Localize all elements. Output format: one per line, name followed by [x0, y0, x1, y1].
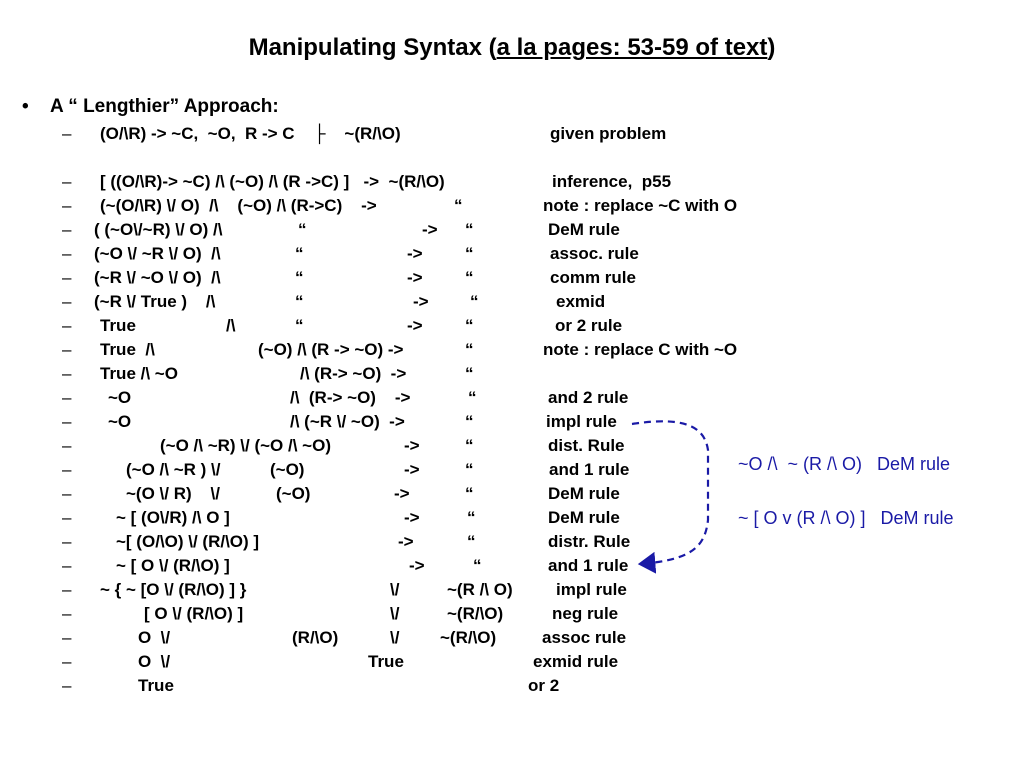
line-segment: ~(R/\O): [447, 604, 504, 623]
line-segment: True /\: [100, 340, 155, 359]
line-segment: ->: [404, 508, 420, 527]
line-segment: “: [295, 268, 304, 287]
line-segment: (~O) /\ (R -> ~O) ->: [258, 340, 404, 359]
line-segment: /\ (R-> ~O) ->: [290, 388, 411, 407]
line-segment: ->: [407, 244, 423, 263]
line-segment: “: [465, 316, 474, 335]
line-segment: “: [465, 340, 474, 359]
line-segment: “: [454, 196, 463, 215]
title-link-text: a la pages: 53-59 of text: [496, 34, 768, 61]
line-dash: –: [62, 268, 72, 287]
line-segment: assoc. rule: [550, 244, 639, 263]
line-dash: –: [62, 172, 72, 191]
line-dash: –: [62, 580, 72, 599]
line-segment: (R/\O): [292, 628, 339, 647]
line-segment: comm rule: [550, 268, 636, 287]
line-segment: \/: [390, 604, 400, 623]
line-segment: “: [465, 220, 474, 239]
line-segment: ~[ (O/\O) \/ (R/\O) ]: [116, 532, 260, 551]
line-segment: ->: [422, 220, 438, 239]
line-segment: “: [465, 460, 474, 479]
line-dash: –: [62, 124, 72, 143]
line-dash: –: [62, 364, 72, 383]
line-segment: ~(R/\O): [440, 628, 497, 647]
line-segment: ~ { ~ [O \/ (R/\O) ] }: [100, 580, 247, 599]
line-segment: \/: [390, 628, 400, 647]
line-segment: (~O): [276, 484, 311, 503]
line-dash: –: [62, 292, 72, 311]
line-segment: ->: [398, 532, 414, 551]
line-segment: (O/\R) -> ~C, ~O, R -> C ├ ~(R/\O): [100, 124, 401, 143]
line-dash: –: [62, 388, 72, 407]
line-segment: “: [465, 412, 474, 431]
line-segment: given problem: [550, 124, 667, 143]
line-segment: or 2: [528, 676, 560, 695]
line-segment: dist. Rule: [548, 436, 625, 455]
line-segment: impl rule: [546, 412, 617, 431]
line-segment: ->: [404, 460, 420, 479]
line-dash: –: [62, 652, 72, 671]
line-dash: –: [62, 436, 72, 455]
line-segment: and 1 rule: [549, 460, 630, 479]
line-segment: (~R \/ True ) /\: [94, 292, 216, 311]
bullet-heading: A “ Lengthier” Approach:: [50, 96, 279, 117]
line-segment: ->: [404, 436, 420, 455]
line-segment: True /\ ~O: [100, 364, 178, 383]
line-segment: exmid rule: [533, 652, 619, 671]
line-segment: and 2 rule: [548, 388, 629, 407]
line-segment: (~O): [270, 460, 305, 479]
line-segment: “: [295, 316, 304, 335]
line-segment: ( (~O\/~R) \/ O) /\: [94, 220, 223, 239]
line-dash: –: [62, 220, 72, 239]
line-segment: /\ (~R \/ ~O) ->: [290, 412, 405, 431]
line-segment: ~(R /\ O): [447, 580, 513, 599]
line-segment: neg rule: [552, 604, 619, 623]
line-segment: “: [467, 508, 476, 527]
line-segment: “: [295, 244, 304, 263]
line-dash: –: [62, 460, 72, 479]
line-segment: (~O \/ ~R \/ O) /\: [94, 244, 221, 263]
line-segment: O \/: [138, 652, 171, 671]
line-dash: –: [62, 484, 72, 503]
line-segment: ~(O \/ R) \/: [126, 484, 220, 503]
line-segment: “: [465, 268, 474, 287]
line-segment: (~O /\ ~R ) \/: [126, 460, 221, 479]
line-segment: ->: [407, 316, 423, 335]
line-segment: impl rule: [556, 580, 627, 599]
line-segment: distr. Rule: [548, 532, 631, 551]
line-segment: note : replace C with ~O: [543, 340, 738, 359]
line-segment: “: [473, 556, 482, 575]
line-segment: DeM rule: [548, 508, 620, 527]
line-segment: ->: [394, 484, 410, 503]
line-segment: ~O: [108, 388, 132, 407]
line-dash: –: [62, 340, 72, 359]
line-segment: “: [468, 388, 477, 407]
line-dash: –: [62, 244, 72, 263]
line-segment: (~(O/\R) \/ O) /\ (~O) /\ (R->C) ->: [100, 196, 377, 215]
line-dash: –: [62, 196, 72, 215]
line-segment: (~O /\ ~R) \/ (~O /\ ~O): [160, 436, 331, 455]
line-segment: /\ (R-> ~O) ->: [300, 364, 407, 383]
line-segment: True: [138, 676, 174, 695]
line-segment: True: [100, 316, 136, 335]
line-segment: ->: [409, 556, 425, 575]
line-segment: “: [465, 484, 474, 503]
line-segment: “: [298, 220, 307, 239]
line-segment: note : replace ~C with O: [543, 196, 738, 215]
line-segment: /\: [226, 316, 236, 335]
line-segment: ~ [ (O\/R) /\ O ]: [116, 508, 230, 527]
bullet-dot: •: [22, 96, 29, 117]
line-segment: [ ((O/\R)-> ~C) /\ (~O) /\ (R ->C) ] -> ~(R/\O): [100, 172, 445, 191]
line-segment: assoc rule: [542, 628, 627, 647]
line-segment: DeM rule: [548, 220, 620, 239]
line-segment: “: [465, 244, 474, 263]
line-segment: “: [470, 292, 479, 311]
line-dash: –: [62, 508, 72, 527]
line-segment: True: [368, 652, 404, 671]
line-segment: exmid: [556, 292, 606, 311]
line-segment: and 1 rule: [548, 556, 629, 575]
side-note-dem-1: ~O /\ ~ (R /\ O) DeM rule: [738, 454, 951, 474]
line-dash: –: [62, 412, 72, 431]
line-segment: ~O: [108, 412, 132, 431]
line-dash: –: [62, 676, 72, 695]
line-segment: ->: [407, 268, 423, 287]
line-segment: “: [295, 292, 304, 311]
page-title: Manipulating Syntax (a la pages: 53-59 of text): [248, 34, 776, 61]
line-dash: –: [62, 604, 72, 623]
line-segment: \/: [390, 580, 400, 599]
line-dash: –: [62, 556, 72, 575]
line-segment: ~ [ O \/ (R/\O) ]: [116, 556, 230, 575]
line-segment: DeM rule: [548, 484, 620, 503]
side-note-dem-2: ~ [ O v (R /\ O) ] DeM rule: [738, 508, 954, 528]
line-segment: ->: [413, 292, 429, 311]
line-segment: inference, p55: [552, 172, 672, 191]
line-segment: (~R \/ ~O \/ O) /\: [94, 268, 221, 287]
line-segment: [ O \/ (R/\O) ]: [144, 604, 244, 623]
line-segment: or 2 rule: [555, 316, 623, 335]
line-dash: –: [62, 628, 72, 647]
line-segment: “: [465, 364, 474, 383]
line-dash: –: [62, 532, 72, 551]
line-segment: O \/: [138, 628, 171, 647]
line-dash: –: [62, 316, 72, 335]
line-segment: “: [465, 436, 474, 455]
line-segment: “: [467, 532, 476, 551]
